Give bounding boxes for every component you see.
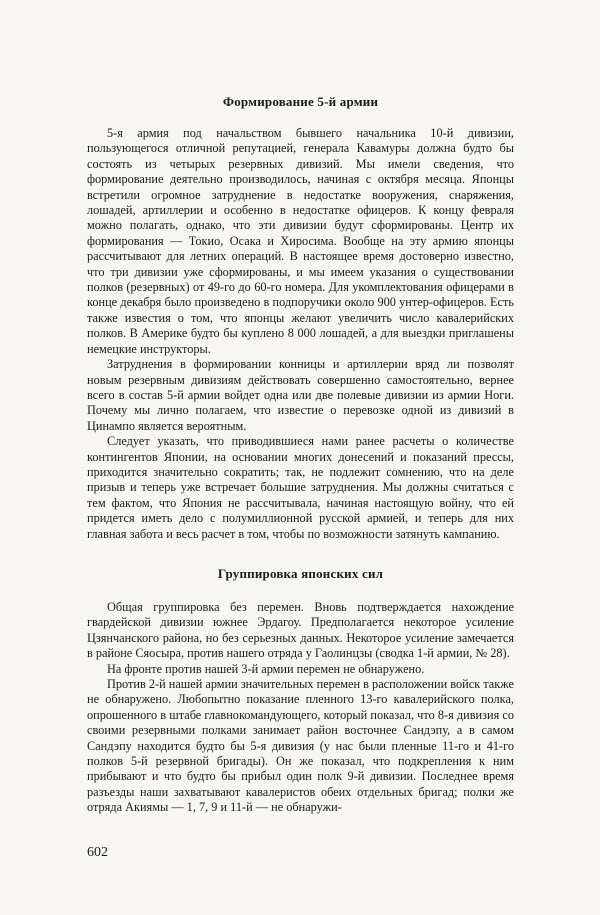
paragraph: На фронте против нашей 3-й армии перемен не обнаружено. bbox=[107, 661, 425, 676]
section-heading-japanese-forces: Группировка японских сил bbox=[217, 565, 384, 581]
page-content bbox=[87, 94, 514, 816]
section-heading-5th-army: Формирование 5-й армии bbox=[222, 94, 379, 109]
page-number: 602 bbox=[87, 845, 108, 860]
paragraph: Затруднения в формировании конницы и артиллерии вряд ли позволят новым резервным дивизиям действовать совершенно самостоятельно, вернее всего в состав 5-й армии войдет одна или две полевые дивизии из армии Ноги. Почему мы лично полагаем, что известие о перевозке одной из дивизий в Цинампо является вероятным. bbox=[87, 357, 514, 433]
paragraph: 5-я армия под начальством бывшего начальника 10-й дивизии, пользующегося отличной репутацией, генерала Кавамуры должна будто бы состоять из четырых резервных дивизий. Мы имели сведения, что формирование деятельно производилось, начиная с октября месяца. Японцы встретили огромное затруднение в недостатке вооружения, снаряжения, лошадей, артиллерии и особенно в недостатке офицеров. К концу февраля можно полагать, однако, что эти дивизии будут сформированы. Центр их формирования — Токио, Осака и Хиросима. Вообще на эту армию японцы рассчитывают для летних операций. В настоящее время достоверно известно, что три дивизии уже сформированы, и мы имеем указания о существовании полков (резервных) от 49-го до 60-го номера. Для укомплектования офицерами в конце декабря было произведено в подпоручики около 900 унтер-офицеров. Есть также известия о том, что японцы желают увеличить число кавалерийских полков. В Америке будто бы куплено 8 000 лошадей, а для выездки приглашены немецкие инструкторы. bbox=[87, 126, 514, 356]
paragraph: Следует указать, что приводившиеся нами ранее расчеты о количестве контингентов Японии, на основании многих донесений и показаний прессы, приходится значительно сократить; так, не подлежит сомнению, что на деле призыв и теперь уже встречает большие затруднения. Мы должны считаться с тем фактом, что Япония не рассчитывала, начиная настоящую войну, что ей придется иметь дело с полумиллионной русской армией, и теперь для них главная забота и весь расчет в том, чтобы по возможности затянуть кампанию. bbox=[87, 434, 514, 541]
paragraph: Общая группировка без перемен. Вновь подтверждается нахождение гвардейской дивизии южнее Эрдагоу. Предполагается некоторое усиление Цзянчанского района, но без серьезных данных. Некоторое усиление замечается в районе Сяосыра, против нашего отряда у Гаолинцзы (сводка 1-й армии, № 28). bbox=[87, 599, 514, 661]
paragraph: Против 2-й нашей армии значительных перемен в расположении войск также не обнаружено. Любопытно показание пленного 13-го кавалерийского полка, опрошенного в штабе главнокомандующего, который показал, что 8-я дивизия со своими резервными полками занимает район восточнее Сандэпу, а в самом Сандэпу находится будто бы 5-я дивизия (у нас были пленные 11-го и 41-го полков 5-й резервной бригады). Он же показал, что подкрепления к ним прибывают и что будто бы прибыл один полк 9-й дивизии. Последнее время разъезды наши захватывают кавалеристов обеих отдельных бригад; полки же отряда Акиямы — 1, 7, 9 и 11-й — не обнаружи- bbox=[87, 677, 514, 815]
